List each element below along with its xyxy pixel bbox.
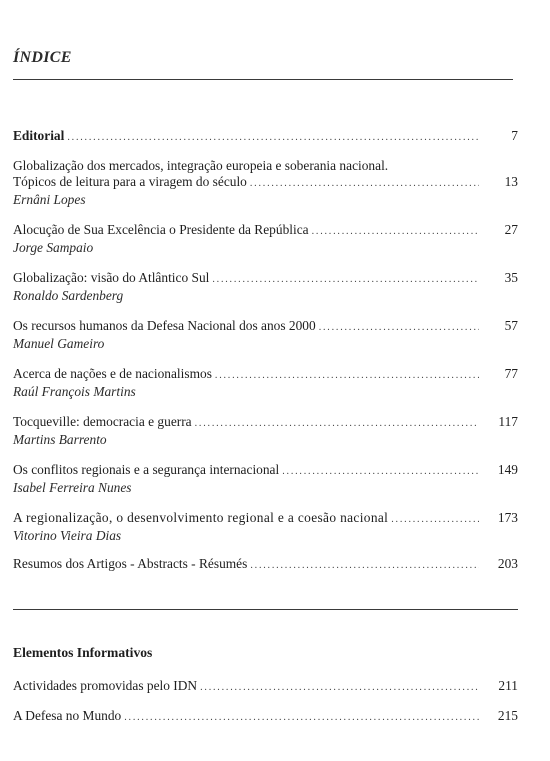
toc-line	[13, 366, 518, 384]
toc-line	[13, 318, 518, 336]
dot-leader	[319, 320, 479, 336]
toc-entry[interactable]	[13, 158, 518, 208]
page-number: 173	[497, 510, 518, 525]
toc-entry[interactable]	[13, 222, 518, 256]
toc-entry[interactable]	[13, 414, 518, 448]
entry-title: Actividades promovidas pelo IDN	[13, 678, 198, 693]
dot-leader	[250, 558, 479, 574]
dot-leader	[312, 224, 479, 240]
toc-line	[13, 270, 518, 288]
entry-title: Os recursos humanos da Defesa Nacional dos anos 2000	[13, 318, 316, 333]
entry-title: Alocução de Sua Excelência o Presidente da República	[13, 222, 309, 237]
entry-title-line1: Globalização dos mercados, integração europeia e soberania nacional.	[13, 158, 389, 173]
entry-title: Editorial	[13, 128, 65, 143]
page-number: 77	[504, 366, 518, 381]
entry-title: A regionalização, o desenvolvimento regional e a coesão nacional	[13, 510, 389, 525]
dot-leader	[250, 176, 479, 192]
page-number: 57	[504, 318, 518, 333]
toc-line	[13, 222, 518, 240]
toc-entry[interactable]	[13, 270, 518, 304]
dot-leader	[67, 130, 479, 146]
toc-line	[13, 128, 518, 146]
toc-entry-resumos[interactable]	[13, 556, 518, 574]
toc-entry[interactable]	[13, 318, 518, 352]
page-number: 27	[504, 222, 518, 237]
entry-author: Manuel Gameiro	[13, 336, 105, 351]
entry-author: Raúl François Martins	[13, 384, 136, 399]
page-number: 13	[504, 174, 518, 189]
page-number: 117	[498, 414, 518, 429]
entry-title: Os conflitos regionais e a segurança internacional	[13, 462, 280, 477]
entry-title: Resumos dos Artigos - Abstracts - Résumés	[13, 556, 248, 571]
section-heading: Elementos Informativos	[13, 645, 153, 660]
page-number: 215	[497, 708, 518, 723]
entry-author: Ernâni Lopes	[13, 192, 86, 207]
toc-line	[13, 158, 518, 174]
entry-title: Acerca de nações e de nacionalismos	[13, 366, 212, 381]
page-number: 203	[497, 556, 518, 571]
entry-author: Jorge Sampaio	[13, 240, 94, 255]
toc-line	[13, 678, 518, 696]
toc-line	[13, 556, 518, 574]
toc-line	[13, 510, 518, 528]
toc-entry-editorial[interactable]	[13, 128, 518, 146]
entry-author: Martins Barrento	[13, 432, 107, 447]
toc-line	[13, 462, 518, 480]
toc-line	[13, 174, 518, 192]
dot-leader	[391, 512, 479, 528]
entry-title: Tópicos de leitura para a viragem do século	[13, 174, 247, 189]
dot-leader	[215, 368, 479, 384]
entry-author: Isabel Ferreira Nunes	[13, 480, 132, 495]
divider	[13, 609, 518, 610]
entry-title: Tocqueville: democracia e guerra	[13, 414, 192, 429]
toc-entry[interactable]	[13, 678, 518, 696]
page-number: 7	[511, 128, 518, 143]
toc-entry[interactable]	[13, 366, 518, 400]
dot-leader	[200, 680, 479, 696]
page-number: 149	[497, 462, 518, 477]
page-number: 35	[504, 270, 518, 285]
entry-title: A Defesa no Mundo	[13, 708, 122, 723]
divider	[13, 79, 513, 80]
toc-entry[interactable]	[13, 462, 518, 496]
dot-leader	[282, 464, 479, 480]
toc-line	[13, 708, 518, 726]
toc-entry[interactable]	[13, 708, 518, 726]
entry-title: Globalização: visão do Atlântico Sul	[13, 270, 210, 285]
toc-line	[13, 414, 518, 432]
dot-leader	[124, 710, 479, 726]
toc-entry[interactable]	[13, 510, 518, 544]
dot-leader	[212, 272, 479, 288]
dot-leader	[195, 416, 479, 432]
page-title: ÍNDICE	[13, 49, 72, 66]
page-number: 211	[498, 678, 518, 693]
entry-author: Ronaldo Sardenberg	[13, 288, 124, 303]
entry-author: Vitorino Vieira Dias	[13, 528, 122, 543]
